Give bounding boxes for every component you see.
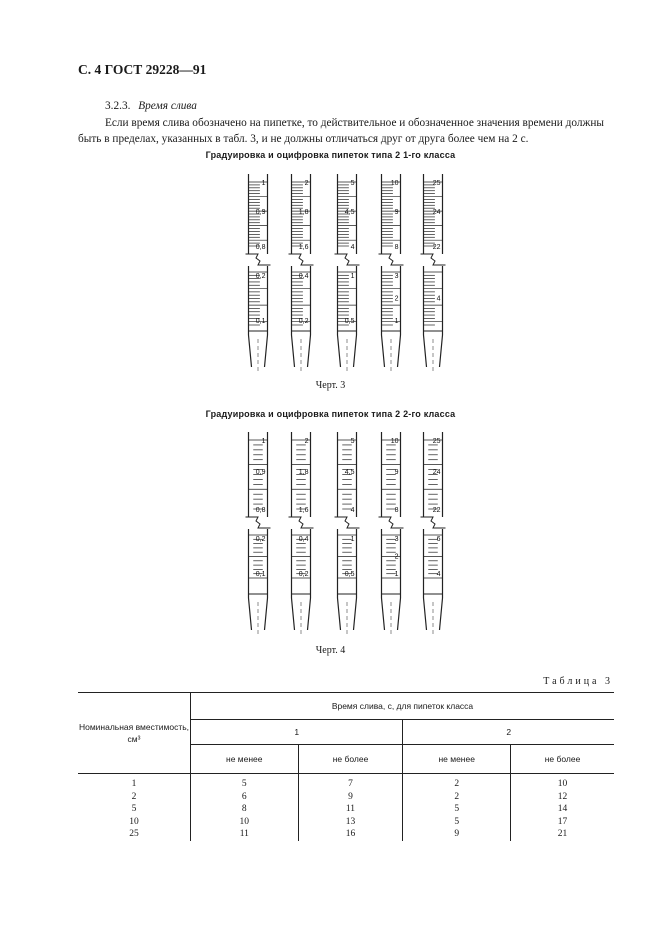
figure4-drawing	[0, 428, 661, 638]
pipette-label: 4	[436, 295, 441, 303]
cell-capacity: 2	[78, 791, 191, 804]
pipette-label: 8	[394, 244, 399, 251]
cell-c2-min: 2	[403, 791, 511, 804]
class1-header: 1	[191, 720, 403, 745]
pipette-label: 0,2	[298, 318, 309, 325]
pipette-label: 0,2	[255, 536, 266, 543]
cell-c2-min: 5	[403, 816, 511, 829]
pipette-label: 9	[394, 208, 399, 216]
cell-c1-max: 7	[298, 774, 403, 791]
pipette-label: 1,6	[298, 507, 309, 514]
pipette	[335, 432, 360, 634]
cell-capacity: 5	[78, 803, 191, 816]
figure3-caption: Черт. 3	[315, 380, 346, 391]
pipette-label: 1,6	[298, 244, 309, 251]
table-row	[78, 791, 614, 804]
table-row	[78, 803, 614, 816]
pipette-label: 24	[432, 469, 441, 477]
pipette-break	[246, 517, 271, 528]
pipette	[289, 432, 314, 634]
pipette-label: 25	[432, 180, 441, 187]
pipette-label: 1	[261, 438, 266, 445]
pipette-label: 6	[436, 536, 441, 543]
section-title: Время слива	[138, 100, 197, 112]
pipette-label: 1	[350, 536, 355, 543]
table-row	[78, 816, 614, 829]
section-text: Если время слива обозначено на пипетке, то действительное и обозначенное значения времени должны быть в пределах, указанных в табл. 3, и не должны отличаться друг от друга более чем на 2 с.	[78, 116, 604, 145]
pipette	[335, 174, 360, 371]
col-capacity-header: Номинальная вместимость, см³	[78, 693, 191, 774]
pipette-label: 0,5	[344, 318, 355, 325]
pipette-label: 0,4	[298, 536, 309, 543]
cell-c2-max: 21	[510, 828, 614, 841]
figure4-title: Градуировка и оцифровка пипеток типа 2 2-го класса	[205, 409, 456, 419]
pipette-label: 0,2	[298, 571, 309, 578]
pipette-lower-body	[292, 529, 311, 630]
cell-c1-max: 11	[298, 803, 403, 816]
pipette-label: 0,8	[255, 507, 266, 514]
class2-header: 2	[403, 720, 614, 745]
class2-max-header: не более	[510, 745, 614, 774]
pipette-label: 4	[436, 571, 441, 578]
pipette-label: 1,8	[298, 469, 309, 477]
pipette	[379, 432, 404, 634]
pipette-label: 25	[432, 438, 441, 445]
pipette-break	[335, 254, 360, 265]
pipette-label: 5	[350, 438, 355, 445]
pipette	[379, 174, 404, 371]
pipette-break	[246, 254, 271, 265]
pipette-label: 2	[304, 180, 309, 187]
pipette-lower-body	[424, 266, 443, 367]
pipette-label: 0,9	[255, 208, 266, 216]
pipette-label: 9	[394, 469, 399, 477]
pipette-lower-body	[292, 266, 311, 367]
pipette-label: 1	[261, 180, 266, 187]
pipette-lower-body	[249, 529, 268, 630]
cell-c1-max: 16	[298, 828, 403, 841]
section-3-2-3	[78, 98, 614, 148]
pipette-label: 1	[350, 273, 355, 280]
cell-c2-max: 14	[510, 803, 614, 816]
section-number: 3.2.3.	[105, 100, 131, 112]
pipette-label: 0,4	[298, 273, 309, 280]
pipette-lower-body	[249, 266, 268, 367]
pipette-lower-body	[382, 529, 401, 630]
pipette-label: 1	[394, 571, 399, 578]
pipette-label: 1	[394, 318, 399, 325]
table-row	[78, 828, 614, 841]
pipette-label: 0,1	[255, 318, 266, 325]
pipette-label: 5	[350, 180, 355, 187]
pipette	[246, 432, 271, 634]
pipette-break	[289, 254, 314, 265]
pipette	[421, 174, 446, 371]
pipette-break	[379, 254, 404, 265]
pipette-label: 1,8	[298, 208, 309, 216]
pipette-label: 3	[394, 536, 399, 543]
cell-c1-max: 13	[298, 816, 403, 829]
pipette-label: 22	[432, 507, 441, 514]
cell-capacity: 1	[78, 774, 191, 791]
pipette-label: 2	[394, 553, 399, 561]
pipette-label: 8	[394, 507, 399, 514]
cell-c1-min: 11	[191, 828, 299, 841]
col-group-header: Время слива, с, для пипеток класса	[191, 693, 615, 720]
pipette-label: 0,2	[255, 273, 266, 280]
pipette	[289, 174, 314, 371]
cell-capacity: 10	[78, 816, 191, 829]
pipette-label: 10	[390, 180, 399, 187]
pipette-break	[335, 517, 360, 528]
cell-c2-min: 2	[403, 774, 511, 791]
pipette-break	[379, 517, 404, 528]
pipette-label: 2	[394, 295, 399, 303]
cell-c1-min: 8	[191, 803, 299, 816]
pipette	[421, 432, 446, 634]
pipette	[246, 174, 271, 371]
cell-c2-max: 12	[510, 791, 614, 804]
figure3-drawing	[0, 170, 661, 375]
page-header: С. 4 ГОСТ 29228—91	[78, 62, 207, 77]
cell-c1-min: 6	[191, 791, 299, 804]
table-label: Таблица 3	[543, 676, 613, 687]
pipette-label: 4	[350, 507, 355, 514]
figure4-caption: Черт. 4	[315, 645, 346, 656]
class2-min-header: не менее	[403, 745, 511, 774]
pipette-label: 4	[350, 244, 355, 251]
pipette-break	[421, 517, 446, 528]
pipette-label: 4,5	[344, 469, 355, 477]
pipette-lower-body	[338, 529, 357, 630]
table-row	[78, 774, 614, 791]
pipette-label: 0,9	[255, 469, 266, 477]
pipette-label: 22	[432, 244, 441, 251]
cell-c1-min: 10	[191, 816, 299, 829]
pipette-break	[421, 254, 446, 265]
pipette-label: 0,8	[255, 244, 266, 251]
section-heading	[78, 98, 614, 115]
cell-c2-min: 5	[403, 803, 511, 816]
pipette-label: 4,5	[344, 208, 355, 216]
pipette-label: 24	[432, 208, 441, 216]
table-3	[78, 692, 614, 841]
cell-c1-min: 5	[191, 774, 299, 791]
class1-max-header: не более	[298, 745, 403, 774]
pipette-lower-body	[424, 529, 443, 630]
figure3-title: Градуировка и оцифровка пипеток типа 2 1-го класса	[205, 150, 456, 160]
pipette-label: 10	[390, 438, 399, 445]
pipette-lower-body	[382, 266, 401, 367]
pipette-label: 2	[304, 438, 309, 445]
pipette-break	[289, 517, 314, 528]
cell-c2-max: 10	[510, 774, 614, 791]
cell-c2-max: 17	[510, 816, 614, 829]
cell-c1-max: 9	[298, 791, 403, 804]
pipette-label: 3	[394, 273, 399, 280]
pipette-lower-body	[338, 266, 357, 367]
cell-c2-min: 9	[403, 828, 511, 841]
cell-capacity: 25	[78, 828, 191, 841]
class1-min-header: не менее	[191, 745, 299, 774]
pipette-label: 0,1	[255, 571, 266, 578]
pipette-label: 0,5	[344, 571, 355, 578]
